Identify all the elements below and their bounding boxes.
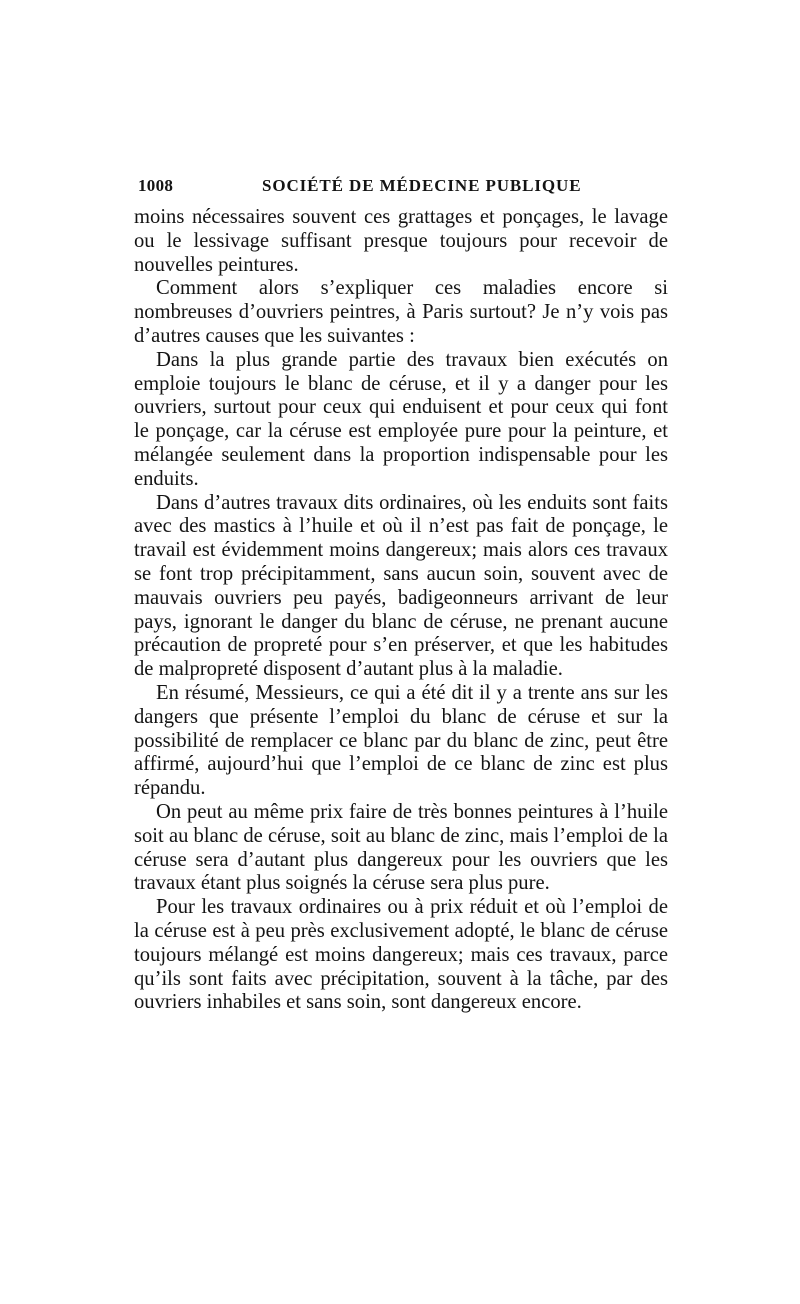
running-head — [134, 176, 668, 202]
paragraph-ordinary-works: Dans d’autres travaux dits ordinaires, où les enduits sont faits avec des mastics à l’huile et où il n’est pas fait de ponçage, le travail est évidemment moins dangereux; mais alors ces travaux se font trop précipitamment, sans aucun soin, souvent avec de mauvais ouvriers peu payés, badigeonneurs arrivant de leur pays, ignorant le danger du blanc de céruse, ne prenant aucune précaution de propreté pour s’en préserver, et que les habitudes de malpropreté disposent d’autant plus à la maladie. — [134, 491, 668, 681]
page-number: 1008 — [138, 176, 174, 195]
paragraph-same-price: On peut au même prix faire de très bonnes peintures à l’huile soit au blanc de céruse, soit au blanc de zinc, mais l’emploi de la céruse sera d’autant plus dangereux pour les ouvriers que les travaux étant plus soignés la céruse sera plus pure. — [134, 800, 668, 895]
paragraph-causes-question: Comment alors s’expliquer ces maladies encore si nombreuses d’ouvriers peintres, à Paris surtout? Je n’y vois pas d’autres causes que les suivantes : — [134, 277, 668, 347]
paragraph-summary: En résumé, Messieurs, ce qui a été dit il y a trente ans sur les dangers que présente l’emploi du blanc de céruse et sur la possibilité de remplacer ce blanc par du blanc de zinc, peut être affirmé, aujourd’hui que l’emploi de ce blanc de zinc est plus répandu. — [134, 681, 668, 800]
paragraph-reduced-price-works: Pour les travaux ordinaires ou à prix réduit et où l’emploi de la céruse est à peu près exclusivement adopté, le blanc de céruse toujours mélangé est moins dangereux; mais ces travaux, parce qu’ils sont faits avec précipitation, souvent à la tâche, par des ouvriers inhabiles et sans soin, sont dangereux encore. — [134, 896, 668, 1014]
paragraph-continuation: moins nécessaires souvent ces grattages et ponçages, le lavage ou le lessivage suffisant presque toujours pour recevoir de nouvelles peintures. — [134, 206, 668, 276]
body-text — [134, 206, 668, 1015]
journal-title: SOCIÉTÉ DE MÉDECINE PUBLIQUE — [262, 176, 582, 195]
paragraph-well-executed-works: Dans la plus grande partie des travaux bien exécutés on emploie toujours le blanc de céruse, et il y a danger pour les ouvriers, surtout pour ceux qui enduisent et pour ceux qui font le ponçage, car la céruse est employée pure pour la peinture, et mélangée seulement dans la proportion indispensable pour les enduits. — [134, 348, 668, 490]
